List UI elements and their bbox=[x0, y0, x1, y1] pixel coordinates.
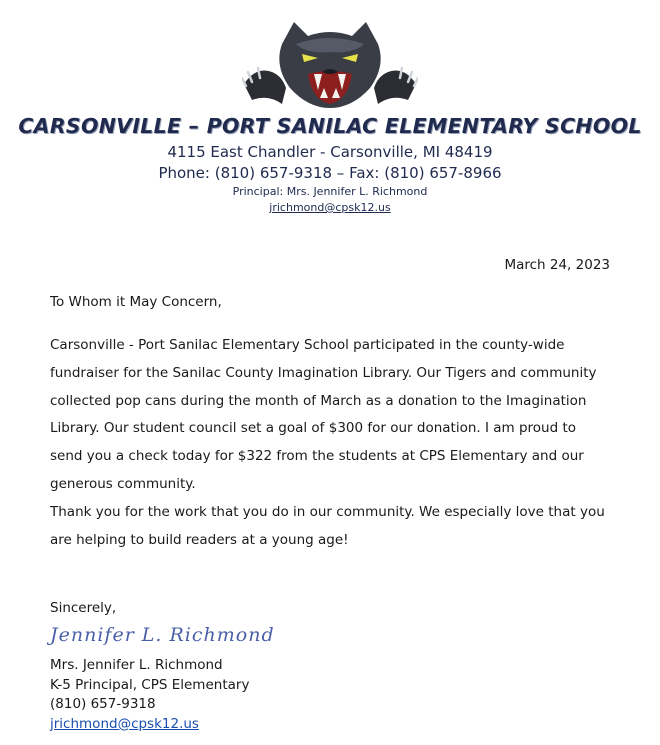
letter-closing: Sincerely, bbox=[50, 600, 117, 616]
signer-phone: (810) 657-9318 bbox=[50, 696, 156, 713]
panther-head-logo-icon bbox=[242, 14, 418, 110]
letter-date: March 24, 2023 bbox=[504, 257, 610, 273]
school-phone-fax: Phone: (810) 657-9318 – Fax: (810) 657-8966 bbox=[158, 164, 502, 182]
signer-name: Mrs. Jennifer L. Richmond bbox=[50, 657, 223, 673]
letter-paragraph: Carsonville - Port Sanilac Elementary School participated in the county-wide fundraiser for the Sanilac County Imagination Library. Our Tigers and community collected pop cans during the month of March as a donation to the Imagination Library. Our student council set a goal of $300 for our donation. I am proud to send you a check today for $322 from the students at CPS Elementary and our generous community. bbox=[50, 337, 597, 492]
signer-email-link[interactable]: jrichmond@cpsk12.us bbox=[50, 715, 199, 732]
letterhead-email-link[interactable]: jrichmond@cpsk12.us bbox=[269, 201, 391, 214]
letter-paragraph: Thank you for the work that you do in our community. We especially love that you are helping to build readers at a young age! bbox=[50, 504, 605, 548]
school-name: CARSONVILLE – PORT SANILAC ELEMENTARY SCHOOL bbox=[18, 114, 642, 138]
letterhead-email-wrap bbox=[0, 201, 660, 214]
handwritten-signature: Jennifer L. Richmond bbox=[50, 624, 275, 646]
signature-block bbox=[50, 656, 249, 734]
school-address: 4115 East Chandler - Carsonville, MI 48419 bbox=[167, 143, 493, 161]
principal-line: Principal: Mrs. Jennifer L. Richmond bbox=[232, 185, 428, 198]
signer-title: K-5 Principal, CPS Elementary bbox=[50, 676, 250, 693]
letter-greeting: To Whom it May Concern, bbox=[50, 294, 222, 310]
